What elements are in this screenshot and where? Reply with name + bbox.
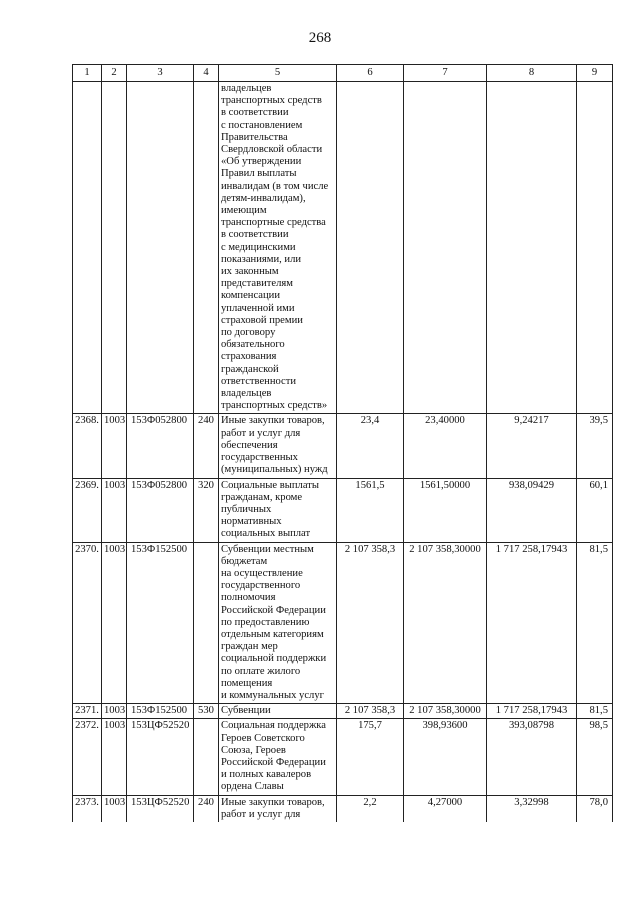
expense-type-cell: 240 — [194, 414, 219, 478]
row-number-cell: 2371. — [73, 704, 102, 719]
amount-cell: 3,32998 — [487, 795, 577, 822]
description-cell: Иные закупки товаров, работ и услуг для обеспечения государственных (муниципальных) нужд — [219, 414, 337, 478]
budget-table — [72, 64, 613, 822]
percent-cell: 60,1 — [577, 478, 613, 542]
row-number-cell: 2373. — [73, 795, 102, 822]
amount-cell: 1 717 258,17943 — [487, 704, 577, 719]
description-cell: Субвенции местным бюджетам на осуществление государственного полномочия Российской Федерации по предоставлению отдельным категориям граждан мер социальной поддержки по оплате жилого помещения и коммунальных услуг — [219, 542, 337, 704]
header-cell: 5 — [219, 65, 337, 82]
target-article-cell: 153Ф052800 — [127, 414, 194, 478]
amount-cell: 393,08798 — [487, 719, 577, 795]
target-article-cell: 153ЦФ52520 — [127, 795, 194, 822]
expense-type-cell: 240 — [194, 795, 219, 822]
amount-cell: 938,09429 — [487, 478, 577, 542]
section-code-cell: 1003 — [102, 795, 127, 822]
expense-type-cell: 530 — [194, 704, 219, 719]
table-row — [73, 795, 613, 822]
amount-cell: 2 107 358,3 — [337, 542, 404, 704]
amount-cell: 2 107 358,30000 — [404, 704, 487, 719]
percent-cell: 39,5 — [577, 414, 613, 478]
section-code-cell: 1003 — [102, 719, 127, 795]
amount-cell — [337, 82, 404, 414]
amount-cell: 2,2 — [337, 795, 404, 822]
header-cell: 2 — [102, 65, 127, 82]
amount-cell: 1561,50000 — [404, 478, 487, 542]
table-row — [73, 478, 613, 542]
description-cell: Социальные выплаты гражданам, кроме публичных нормативных социальных выплат — [219, 478, 337, 542]
target-article-cell: 153Ф152500 — [127, 542, 194, 704]
section-code-cell: 1003 — [102, 478, 127, 542]
row-number-cell — [73, 82, 102, 414]
amount-cell — [404, 82, 487, 414]
section-code-cell — [102, 82, 127, 414]
amount-cell: 1561,5 — [337, 478, 404, 542]
target-article-cell: 153ЦФ52520 — [127, 719, 194, 795]
target-article-cell: 153Ф052800 — [127, 478, 194, 542]
amount-cell: 2 107 358,30000 — [404, 542, 487, 704]
section-code-cell: 1003 — [102, 704, 127, 719]
target-article-cell — [127, 82, 194, 414]
table-row — [73, 82, 613, 414]
amount-cell: 9,24217 — [487, 414, 577, 478]
amount-cell: 23,4 — [337, 414, 404, 478]
header-cell: 9 — [577, 65, 613, 82]
page-number: 268 — [308, 30, 332, 46]
expense-type-cell — [194, 82, 219, 414]
amount-cell — [487, 82, 577, 414]
description-cell: Социальная поддержка Героев Советского Союза, Героев Российской Федерации и полных кавалеров ордена Славы — [219, 719, 337, 795]
amount-cell: 4,27000 — [404, 795, 487, 822]
expense-type-cell: 320 — [194, 478, 219, 542]
table-row — [73, 704, 613, 719]
percent-cell: 98,5 — [577, 719, 613, 795]
percent-cell — [577, 82, 613, 414]
expense-type-cell — [194, 542, 219, 704]
section-code-cell: 1003 — [102, 414, 127, 478]
percent-cell: 78,0 — [577, 795, 613, 822]
header-cell: 4 — [194, 65, 219, 82]
header-cell: 7 — [404, 65, 487, 82]
header-cell: 3 — [127, 65, 194, 82]
amount-cell: 23,40000 — [404, 414, 487, 478]
header-cell: 8 — [487, 65, 577, 82]
amount-cell: 175,7 — [337, 719, 404, 795]
description-cell: владельцев транспортных средств в соответствии с постановлением Правительства Свердловской области «Об утверждении Правил выплаты инвалидам (в том числе детям-инвалидам), имеющим транспортные средства в соответствии с медицинскими показаниями, или их законным представителям компенсации уплаченной ими страховой премии по договору обязательного страхования гражданской ответственности владельцев транспортных средств» — [219, 82, 337, 414]
row-number-cell: 2368. — [73, 414, 102, 478]
table-row — [73, 542, 613, 704]
table-header-row — [73, 65, 613, 82]
description-cell: Иные закупки товаров, работ и услуг для — [219, 795, 337, 822]
table-row — [73, 414, 613, 478]
row-number-cell: 2370. — [73, 542, 102, 704]
expense-type-cell — [194, 719, 219, 795]
target-article-cell: 153Ф152500 — [127, 704, 194, 719]
header-cell: 6 — [337, 65, 404, 82]
amount-cell: 1 717 258,17943 — [487, 542, 577, 704]
section-code-cell: 1003 — [102, 542, 127, 704]
row-number-cell: 2369. — [73, 478, 102, 542]
header-cell: 1 — [73, 65, 102, 82]
amount-cell: 2 107 358,3 — [337, 704, 404, 719]
percent-cell: 81,5 — [577, 542, 613, 704]
description-cell: Субвенции — [219, 704, 337, 719]
percent-cell: 81,5 — [577, 704, 613, 719]
table-row — [73, 719, 613, 795]
row-number-cell: 2372. — [73, 719, 102, 795]
amount-cell: 398,93600 — [404, 719, 487, 795]
